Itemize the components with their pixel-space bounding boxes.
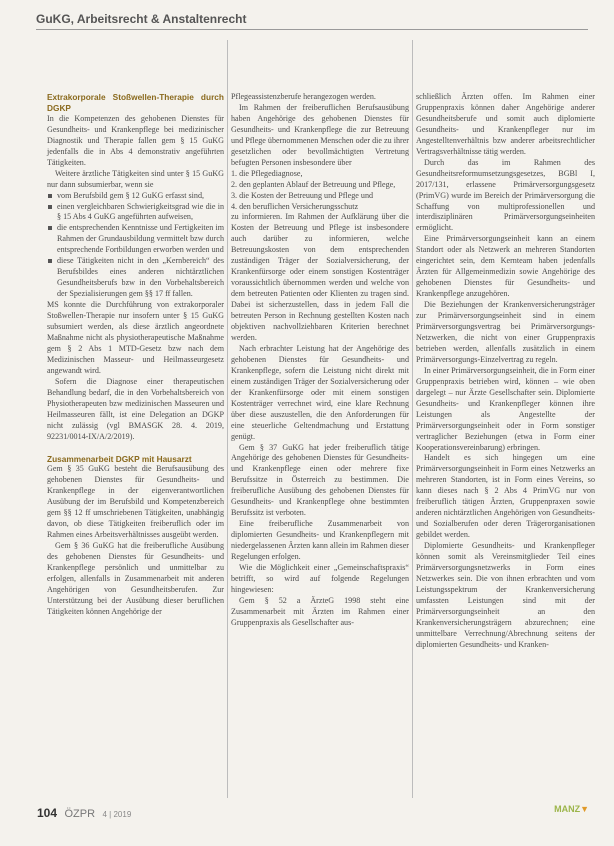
paragraph: Pflegeassistenzberufe herangezogen werden. bbox=[231, 92, 376, 101]
bullet-list bbox=[47, 191, 224, 301]
list-item: 2. den geplanten Ablauf der Betreuung und Pflege, bbox=[231, 179, 396, 189]
list-item: 3. die Kosten der Betreuung und Pflege und bbox=[231, 190, 374, 200]
list-item: die entsprechenden Kenntnisse und Fertigkeiten im Rahmen der Grundausbildung vermittelt bzw durch entsprechende Fortbildungen erworben werden und bbox=[47, 223, 224, 256]
page-footer bbox=[37, 804, 589, 822]
list-item: diese Tätigkeiten nicht in den „Kernbereich“ des Berufsbildes eines anderen nichtärztlichen Gesundheitsberufs bzw in den Vorbehaltsbereich der Spezialisierungen gem §§ 17 ff fallen. bbox=[47, 256, 224, 300]
logo-triangle-icon: ▼ bbox=[580, 804, 589, 814]
paragraph: In die Kompetenzen des gehobenen Dienstes für Gesundheits- und Krankenpflege bei medizinischer Diagnostik und Therapie fallen gem § 15 GuKG jedenfalls die in Abs 4 demonstrativ angeführten Tätigkeiten. bbox=[47, 113, 224, 167]
list-item: einen vergleichbaren Schwierigkeitsgrad wie die in § 15 Abs 4 GuKG angeführten aufweisen, bbox=[47, 202, 224, 224]
paragraph: Wie die Möglichkeit einer „Gemeinschaftspraxis“ betrifft, so wird auf folgende Regelungen hingewiesen: bbox=[231, 562, 409, 594]
column-2 bbox=[231, 92, 409, 629]
paragraph: zu informieren. Im Rahmen der Aufklärung über die Kosten der Betreuung und Pflege ist insbesondere auch darüber zu informieren, welche Betreuungskosten von dem entsprechenden zuständigen Träger der Sozialversicherung, der Krankenfürsorge oder einem sonstigen Kostenträger voraussichtlich übernommen werden und welche von dem betreuten Patienten oder Klienten zu tragen sind. Dabei ist sicherzustellen, dass in jedem Fall die betreuten Person in Rechnung gestellten Kosten nach objektiven nachvollziehbaren Kriterien berechnet werden. bbox=[231, 212, 409, 342]
section-heading: Zusammenarbeit DGKP mit Hausarzt bbox=[47, 453, 192, 464]
paragraph: Gem § 36 GuKG hat die freiberufliche Ausübung des gehobenen Dienstes für Gesundheits- und Krankenpflege persönlich und unmittelbar zu erfolgen, allenfalls in Zusammenarbeit mit anderen Angehörigen von Gesundheitsberufen. Zur Unterstützung bei der Ausübung dieser beruflichen Tätigkeiten können Angehörige der bbox=[47, 541, 224, 616]
column-3 bbox=[416, 92, 595, 651]
paragraph: Gem § 35 GuKG besteht die Berufsausübung des gehobenen Dienstes für Gesundheits- und Krankenpflege in der eigenverantwortlichen Ausübung der im Berufsbild und Kompetenzbereich gem §§ 12 ff umschriebenen Tätigkeiten, unabhängig davon, ob diese Tätigkeiten freiberuflich oder im Rahmen eines Arbeitsverhältnisses ausgeübt werden. bbox=[47, 464, 224, 540]
paragraph: Handelt es sich hingegen um eine Primärversorgungseinheit in Form eines Netzwerks an mehreren Standorten, ist in Form eines Vereins, so kann dieses nach § 2 Abs 4 PrimVG nur von freiberuflich tätigen Ärzten, Gruppenpraxen sowie anderen nichtärztlichen Angehörigen von Gesundheits- und Sozialberufen oder deren Trägerorganisationen gebildet werden. bbox=[416, 453, 595, 540]
paragraph: MS konnte die Durchführung von extrakorporaler Stoßwellen-Therapie nur insofern unter § 15 GuKG subsumiert werden, als diese ärztlich angeordnete Maßnahme nicht als physiotherapeutische Maßnahme gem § 2 Abs 1 MTD-Gesetz bzw nach dem Medizinischen Masseur- und Heilmasseurgesetz angewandt wird. bbox=[47, 300, 224, 375]
paragraph: Gem § 37 GuKG hat jeder freiberuflich tätige Angehörige des gehobenen Dienstes für Gesundheits- und Krankenpflege einen oder mehrere fixe Berufssitze in Österreich zu bestimmen. Die freiberufliche Ausübung des gehobenen Dienstes für Gesundheits- und Krankenpflege ohne bestimmten Berufssitz ist verboten. bbox=[231, 442, 409, 518]
paragraph: schließlich Ärzten offen. Im Rahmen einer Gruppenpraxis können daher Angehörige anderer Gesundheitsberufe und somit auch diplomierte Gesundheits- und Krankenpfleger nur im Angestelltenverhältnis bzw anderer arbeitsrechtlicher Vertragsverhältnisse tätig werden. bbox=[416, 92, 595, 156]
column-1 bbox=[47, 92, 224, 618]
paragraph: Eine freiberufliche Zusammenarbeit von diplomierten Gesundheits- und Krankenpflegern mit niedergelassenen Ärzten kann allein im Rahmen dieser Regelungen erfolgen. bbox=[231, 519, 409, 562]
paragraph: Die Beziehungen der Krankenversicherungsträger zur Primärversorgungseinheit sind in einem Primärversorgungsvertrag bei Primärversorgungs-Netzwerken, die nicht von einer Gruppenpraxis betrieben werden, allenfalls zusätzlich in einem Primärversorgungs-Einzelvertrag zu regeln. bbox=[416, 300, 595, 364]
section-heading: Extrakorporale Stoßwellen-Therapie durch DGKP bbox=[47, 92, 224, 113]
list-item: 1. die Pflegediagnose, bbox=[231, 168, 303, 178]
paragraph: Eine Primärversorgungseinheit kann an einem Standort oder als Netzwerk an mehreren Standorten eingerichtet sein, dem Kernteam haben jedenfalls Ärzten für Allgemeinmedizin sowie Angehörige des gehobenen Dienstes für Gesundheits- und Krankenpflege anzugehören. bbox=[416, 234, 595, 299]
column-divider bbox=[412, 40, 413, 798]
list-item: vom Berufsbild gem § 12 GuKG erfasst sind, bbox=[47, 191, 224, 202]
magazine-name: ÖZPR bbox=[64, 808, 96, 820]
running-header: GuKG, Arbeitsrecht & Anstaltenrecht bbox=[36, 12, 247, 26]
publisher-logo-text: MANZ bbox=[554, 804, 581, 814]
numbered-list bbox=[231, 169, 409, 213]
page-number: 104 bbox=[37, 806, 58, 820]
list-item: 4. den beruflichen Versicherungsschutz bbox=[231, 201, 359, 211]
column-divider bbox=[227, 40, 228, 798]
paragraph: Durch das im Rahmen des Gesundheitsreformumsetzungsgesetzes, BGBl I, 2017/131, erlassene Primärversorgungsgesetz (PrimVG) wurde im Bereich der Primärversorgung die Schaffung von multiprofessionellen und interdisziplinären Primärversorgungseinheiten ermöglicht. bbox=[416, 157, 595, 233]
paragraph: Sofern die Diagnose einer therapeutischen Behandlung bedarf, die in den Vorbehaltsbereich von Physiotherapeuten bzw medizinischen Masseuren und Heilmasseuren fällt, ist eine Delegation an DGKP nicht zulässig (vgl BMASGK 28. 4. 2019, 92231/0014-IX/A/2/2019). bbox=[47, 376, 224, 441]
paragraph: Nach erbrachter Leistung hat der Angehörige des gehobenen Dienstes für Gesundheits- und Krankenpflege, sofern die Leistung nicht direkt mit einem zuständigen Träger der Sozialversicherung oder der Krankenfürsorge oder mit einem sonstigen Kostenträger verrechnet wird, eine klare Rechnung über diese auszustellen, die den Anforderungen für eine steuerliche Geltendmachung und Erstattung genügt. bbox=[231, 343, 409, 441]
paragraph: Weitere ärztliche Tätigkeiten sind unter § 15 GuKG nur dann subsumierbar, wenn sie bbox=[47, 168, 224, 189]
paragraph: Gem § 52 a ÄrzteG 1998 steht eine Zusammenarbeit mit Ärzten im Rahmen einer Gruppenpraxis als Gesellschafter aus- bbox=[231, 595, 409, 627]
paragraph: In einer Primärversorgungseinheit, die in Form einer Gruppenpraxis betrieben wird, können – wie oben dargelegt – nur Ärzte Gesellschafter sein. Diplomierte Gesundheits- und Krankenpfleger können ihre Leistungen als Angestellte der Primärversorgungseinheit oder in Form sonstiger vertraglicher Beziehungen (etwa in Form einer Kooperationsvereinbarung) erbringen. bbox=[416, 365, 595, 452]
header-rule bbox=[36, 29, 588, 30]
paragraph: Diplomierte Gesundheits- und Krankenpfleger können somit als Vereinsmitglieder Teil eines Primärversorgungsnetzwerks in Form eines Netzwerkes sein. Die von ihnen erbrachten und vom Leistungsspektrum der Krankenversicherung umfassten Leistungen sind mit der Primärversorgungseinheit an den Krankenversicherungsträgern abzurechnen; eine unmittelbare Verrechnung/Abrechnung seitens der diplomierten Gesundheits- und Kranken- bbox=[416, 541, 595, 649]
issue-label: 4 | 2019 bbox=[102, 810, 132, 819]
publisher-logo bbox=[554, 804, 589, 814]
paragraph: Im Rahmen der freiberuflichen Berufsausübung haben Angehörige des gehobenen Dienstes für Gesundheits- und Krankenpflege die zur Betreuung und Pflege übernommenen Menschen oder die zu ihrer gesetzlichen oder bevollmächtigten Vertretung befugten Personen insbesondere über bbox=[231, 102, 409, 167]
